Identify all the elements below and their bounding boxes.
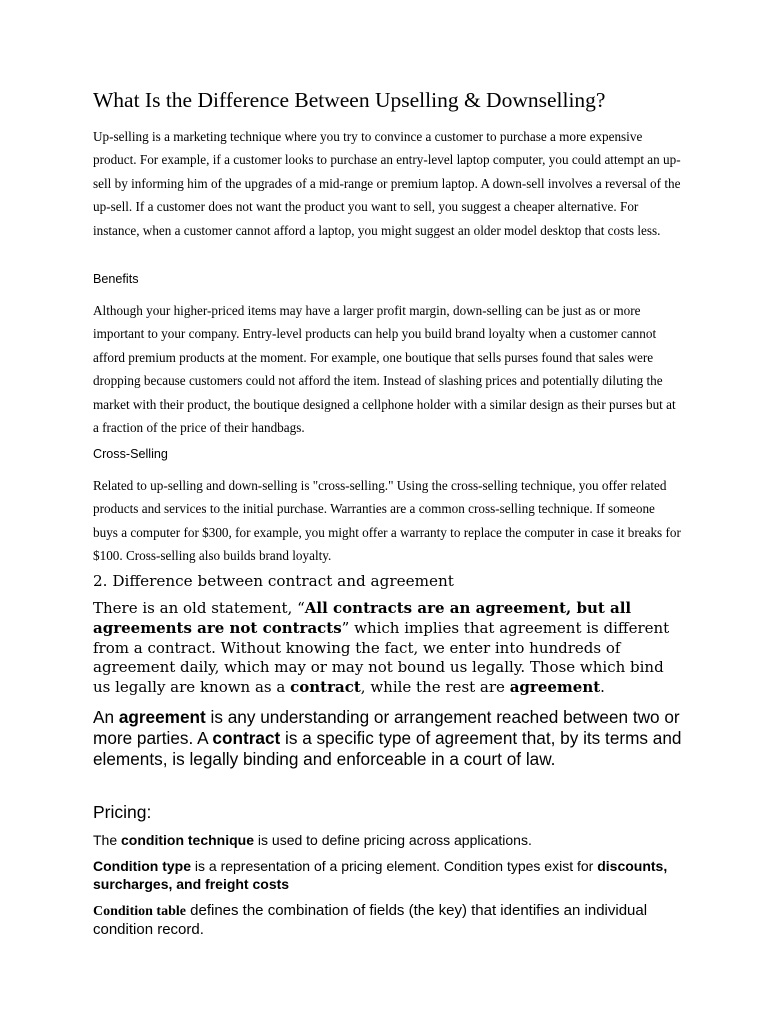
cross-selling-paragraph: Related to up-selling and down-selling is "cross-selling." Using the cross-selling technique, you offer related products and services to the initial purchase. Warranties are a common cross-selling technique. If someone buys a computer for $300, for example, you might offer a warranty to replace the computer in case it breaks for $100. Cross-selling also builds brand loyalty. [93, 478, 681, 564]
definition-text-2: is any understanding or arrangement reached between two or more parties. A [93, 707, 680, 748]
document-title: What Is the Difference Between Upselling & Downselling? [93, 88, 606, 112]
technique-bold: condition technique [121, 832, 255, 848]
condition-type-bold: Condition type [93, 858, 191, 874]
condition-type-bold-costs: discounts, surcharges, and freight costs [93, 858, 668, 892]
condition-table-bold: Condition table [93, 904, 186, 919]
pricing-heading: Pricing: [93, 802, 152, 822]
condition-technique-paragraph [93, 831, 683, 849]
statement-bold-agreement: agreement [509, 678, 601, 697]
cross-selling-heading: Cross-Selling [93, 447, 168, 461]
definition-paragraph [93, 707, 683, 770]
statement-bold-contract: contract [290, 678, 361, 697]
definition-bold-contract: contract [212, 728, 281, 748]
benefits-heading: Benefits [93, 272, 139, 286]
definition-text-3: is a specific type of agreement that, by its terms and elements, is legally binding and enforceable in a court of law. [93, 728, 682, 769]
statement-bold-quote: All contracts are an agreement, but all agreements are not contracts [93, 599, 632, 637]
contract-agreement-heading: 2. Difference between contract and agreement [93, 572, 454, 590]
statement-text-2: ” which implies that agreement is different from a contract. Without knowing the fact, we enter into hundreds of agreement daily, which may or may not bound us legally. Those which bind us legally are known as a [93, 618, 670, 697]
statement-text-4: . [600, 678, 605, 697]
contract-statement-paragraph [93, 599, 683, 698]
intro-paragraph: Up-selling is a marketing technique where you try to convince a customer to purchase a more expensive product. For example, if a customer looks to purchase an entry-level laptop computer, you could attempt an up-sell by informing him of the upgrades of a mid-range or premium laptop. A down-sell involves a reversal of the up-sell. If a customer does not want the product you want to sell, you suggest a cheaper alternative. For instance, when a customer cannot afford a laptop, you might suggest an older model desktop that costs less. [93, 129, 681, 238]
technique-text-1: The [93, 832, 122, 848]
condition-type-text: is a representation of a pricing element. Condition types exist for [191, 858, 598, 874]
condition-type-paragraph [93, 857, 683, 893]
definition-bold-agreement: agreement [118, 707, 206, 727]
statement-text-3: , while the rest are [360, 678, 510, 697]
condition-table-text: defines the combination of fields (the key) that identifies an individual condition record. [93, 902, 648, 938]
statement-text-1: There is an old statement, “ [93, 599, 305, 617]
definition-text-1: An [93, 707, 119, 727]
technique-text-2: is used to define pricing across applications. [254, 832, 532, 848]
benefits-paragraph: Although your higher-priced items may have a larger profit margin, down-selling can be just as or more important to your company. Entry-level products can help you build brand loyalty when a customer cannot afford premium products at the moment. For example, one boutique that sells purses found that sales were dropping because customers could not afford the item. Instead of slashing prices and potentially diluting the market with their product, the boutique designed a cellphone holder with a similar design as their purses but at a fraction of the price of their handbags. [93, 303, 676, 436]
condition-table-paragraph [93, 902, 683, 938]
